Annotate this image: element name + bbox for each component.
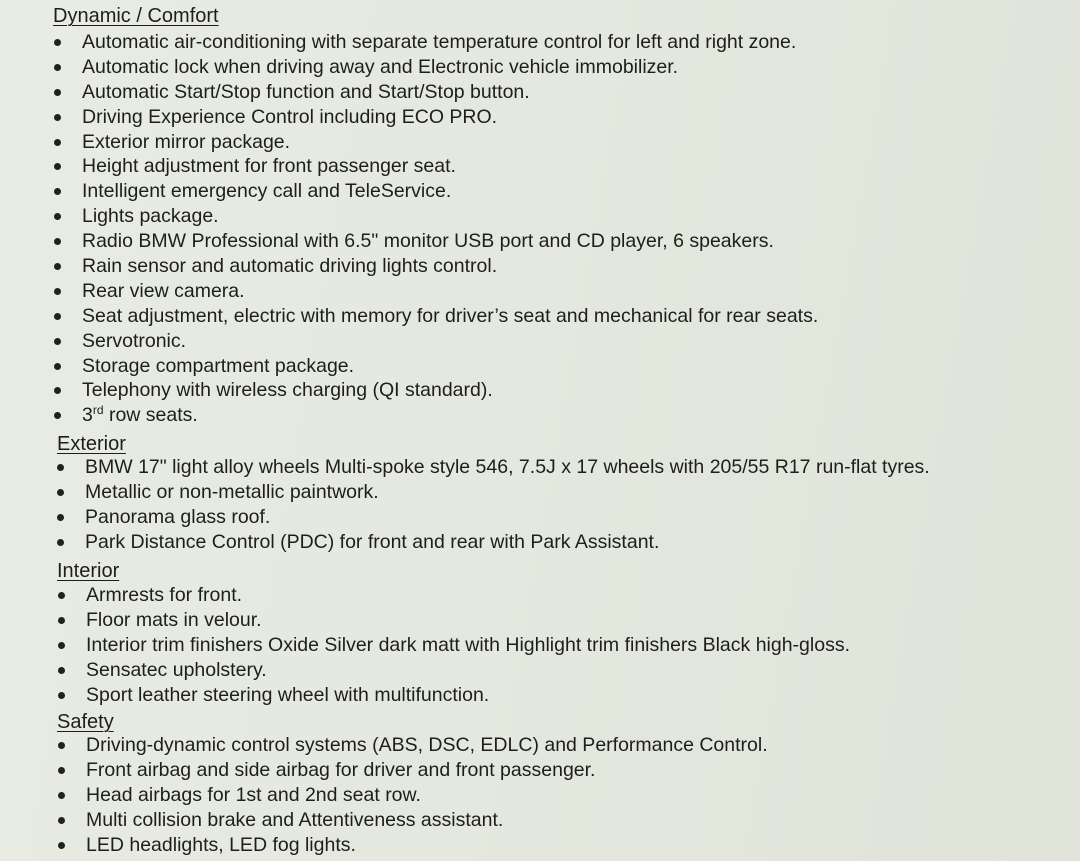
bullet-icon: [54, 163, 61, 170]
bullet-icon: [58, 792, 65, 799]
section-heading-dynamic-comfort: Dynamic / Comfort: [53, 5, 219, 27]
bullet-icon: [54, 263, 61, 270]
bullet-icon: [58, 617, 65, 624]
bullet-icon: [54, 313, 61, 320]
bullet-icon: [54, 39, 61, 46]
section-heading-interior: Interior: [57, 560, 120, 582]
section-heading-exterior: Exterior: [57, 433, 126, 455]
bullet-icon: [54, 64, 61, 71]
bullet-icon: [54, 338, 61, 345]
bullet-icon: [58, 842, 65, 849]
bullet-icon: [58, 642, 65, 649]
bullet-icon: [58, 742, 65, 749]
section-heading-safety: Safety: [57, 711, 114, 733]
bullet-icon: [58, 767, 65, 774]
ordinal-number: 3: [82, 404, 93, 427]
bullet-icon: [54, 288, 61, 295]
bullet-icon: [54, 412, 61, 419]
bullet-icon: [54, 89, 61, 96]
bullet-icon: [54, 114, 61, 121]
bullet-icon: [57, 489, 64, 496]
bullet-icon: [58, 692, 65, 699]
bullet-icon: [54, 387, 61, 394]
bullet-icon: [58, 592, 65, 599]
bullet-icon: [54, 139, 61, 146]
bullet-icon: [54, 188, 61, 195]
bullet-icon: [58, 667, 65, 674]
bullet-icon: [57, 514, 64, 521]
bullet-icon: [54, 213, 61, 220]
ordinal-rest: row seats.: [103, 404, 198, 427]
bullet-icon: [54, 238, 61, 245]
feature-list-document: Dynamic / Comfort Automatic air-conditioning with separate temperature control for left and right zone. Automatic lock when driving away and Electronic vehicle immobilizer. Automatic Start/Stop function and Start/Stop button. Driving Experience Control including ECO PRO. Exterior mirror package. Height adjustment for front passenger seat. Intelligent emergency call and TeleService. Lights package. Radio BMW Professional with 6.5" monitor USB port and CD player, 6 speakers. Rain sensor and automatic driving lights control. Rear view camera. Seat adjustment, electric with memory for driver’s seat and mechanical for rear seats. Servotronic. Storage compartment package. Telephony with wireless charging (QI standard). 3rd row seats. Exterior BMW 17" light alloy wheels Multi-spoke style 546, 7.5J x 17 wheels with 205/55 R17 run-flat tyres. Metallic or non-metallic paintwork. Panorama glass roof. Park Distance Control (PDC) for front and rear with Park Assistant. Interior Armrests for front. Floor mats in velour. Interior trim finishers Oxide Silver dark matt with Highlight trim finishers Black high-gloss. Sensatec upholstery. Sport leather steering wheel with multifunction. Safety Driving-dynamic control systems (ABS, DSC, EDLC) and Performance Control. Front airbag and side airbag for driver and front passenger. Head airbags for 1st and 2nd seat row. Multi collision brake and Attentiveness assistant. LED headlights, LED fog lights.: [53, 5, 930, 856]
bullet-icon: [54, 363, 61, 370]
bullet-icon: [58, 817, 65, 824]
bullet-icon: [57, 539, 64, 546]
ordinal-suffix: rd: [92, 403, 104, 418]
bullet-icon: [57, 464, 64, 471]
